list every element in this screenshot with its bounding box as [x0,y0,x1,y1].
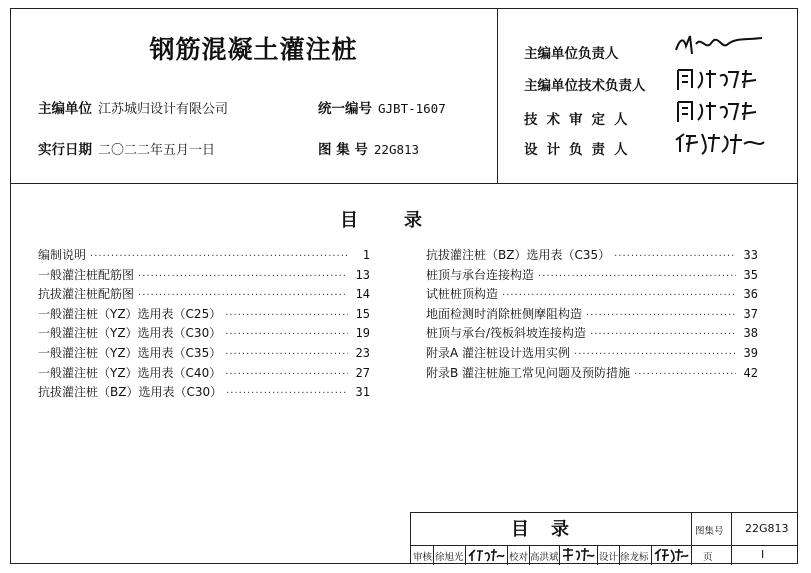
toc-left-column [38,246,370,403]
resp-design-lead-label: 设计负责人 [524,142,637,158]
check-name: 高洪斌 [530,552,559,563]
toc-entry-label: 试桩桩顶构造 [426,287,499,302]
signature-technical-reviewer [672,98,768,124]
toc-entry-page: 23 [355,345,370,360]
toc-leader [90,251,348,262]
toc-entry-label: 一般灌注桩（YZ）选用表（C25） [38,306,222,321]
toc-leader [614,251,736,262]
toc-entry[interactable] [426,344,758,364]
toc-leader [590,329,736,340]
toc-entry[interactable] [38,383,370,403]
toc-entry[interactable] [38,324,370,344]
toc-leader [634,369,736,380]
toc-entry[interactable] [426,364,758,384]
toc-entry-label: 编制说明 [38,248,87,262]
toc-entry[interactable] [38,364,370,384]
signature-technical-chief [672,66,768,92]
toc-entry-label: 抗拔灌注桩配筋图 [38,287,135,302]
editor-unit-value: 江苏城归设计有限公司 [98,102,229,117]
toc-entry-label: 桩顶与承台/筏板斜坡连接构造 [426,326,587,341]
sheet-title: 目录 [511,519,591,540]
resp-technical-reviewer-label: 技术审定人 [524,112,637,128]
title-block-vline [597,545,598,565]
header-divider [10,183,798,184]
review-signature [467,546,505,563]
toc-entry-page: 38 [743,326,758,341]
toc-entry-page: 1 [362,248,370,262]
effective-date-value: 二〇二二年五月一日 [98,143,216,158]
check-label: 校对 [509,552,529,563]
title-block-vline [433,545,434,565]
toc-entry-label: 抗拔灌注桩（BZ）选用表（C30） [38,385,223,400]
toc-entry[interactable] [38,246,370,266]
title-block-vline [731,513,732,565]
toc-leader [574,349,736,360]
toc-entry[interactable] [38,305,370,325]
design-name: 徐龙标 [620,552,649,563]
resp-technical-chief-label: 主编单位技术负责人 [524,78,646,94]
toc-entry-label: 一般灌注桩（YZ）选用表（C40） [38,365,222,380]
toc-entry-page: 14 [355,287,370,302]
toc-entry[interactable] [426,285,758,305]
title-block-vline [651,545,652,565]
title-block-vline [507,545,508,565]
toc-entry-label: 一般灌注桩（YZ）选用表（C35） [38,345,222,360]
toc-entry[interactable] [38,266,370,286]
atlas-value: 22G813 [745,522,789,535]
toc-entry-label: 抗拔灌注桩（BZ）选用表（C35） [426,248,611,262]
unified-number-value: GJBT-1607 [378,101,446,116]
toc-leader [226,388,348,399]
toc-entry-page: 31 [355,385,370,400]
toc-entry-page: 42 [743,365,758,380]
editor-unit-label: 主编单位 [38,101,92,117]
title-block-vline [465,545,466,565]
unified-number-label: 统一编号 [318,101,372,117]
header-vertical-divider [497,8,498,184]
toc-entry-page: 39 [743,345,758,360]
toc-leader [225,329,348,340]
design-signature [653,546,689,563]
toc-entry-page: 36 [743,287,758,302]
toc-entry-page: 13 [355,267,370,282]
toc-leader [138,271,348,282]
signature-design-lead [672,130,768,156]
toc-leader [502,290,736,301]
unified-number [318,97,446,117]
atlas-number-value: 22G813 [373,142,420,157]
toc-entry[interactable] [426,324,758,344]
title-block-vline [691,513,692,565]
atlas-number-label: 图 集 号 [318,142,368,158]
title-block [410,512,798,564]
effective-date-label: 实行日期 [38,142,92,158]
toc-leader [225,369,348,380]
toc-leader [586,310,736,321]
toc-leader [538,271,736,282]
toc-entry[interactable] [38,285,370,305]
toc-entry-label: 一般灌注桩配筋图 [38,267,135,282]
toc-entry[interactable] [426,246,758,266]
toc-entry-label: 桩顶与承台连接构造 [426,267,535,282]
toc-right-column [426,246,758,383]
toc-entry-page: 15 [355,306,370,321]
toc-entry-label: 一般灌注桩（YZ）选用表（C30） [38,326,222,341]
review-name: 徐旭光 [435,552,464,563]
toc-leader [225,310,348,321]
signature-chief-editor [672,32,768,58]
page-value: I [761,548,765,561]
check-signature [561,546,595,563]
toc-entry-label: 附录B 灌注桩施工常见问题及预防措施 [426,365,631,380]
toc-entry-label: 地面检测时消除桩侧摩阻构造 [426,306,583,321]
toc-entry-page: 37 [743,306,758,321]
toc-entry-page: 35 [743,267,758,282]
toc-entry-page: 27 [355,365,370,380]
effective-date [38,138,215,158]
toc-entry[interactable] [426,305,758,325]
editor-unit [38,97,228,117]
toc-entry-page: 19 [355,326,370,341]
toc-leader [225,349,348,360]
toc-entry-label: 附录A 灌注桩设计选用实例 [426,345,571,360]
atlas-label: 图集号 [695,526,724,537]
toc-entry-page: 33 [743,248,758,262]
resp-chief-editor-label: 主编单位负责人 [524,46,619,62]
toc-entry[interactable] [38,344,370,364]
review-label: 审核 [413,552,433,563]
document-title: 钢筋混凝土灌注桩 [149,35,358,64]
toc-leader [138,290,348,301]
toc-heading: 目录 [340,210,468,231]
toc-entry[interactable] [426,266,758,286]
title-block-vline [559,545,560,565]
design-label: 设计 [599,552,619,563]
atlas-number [318,138,419,158]
page-label: 页 [703,552,713,563]
